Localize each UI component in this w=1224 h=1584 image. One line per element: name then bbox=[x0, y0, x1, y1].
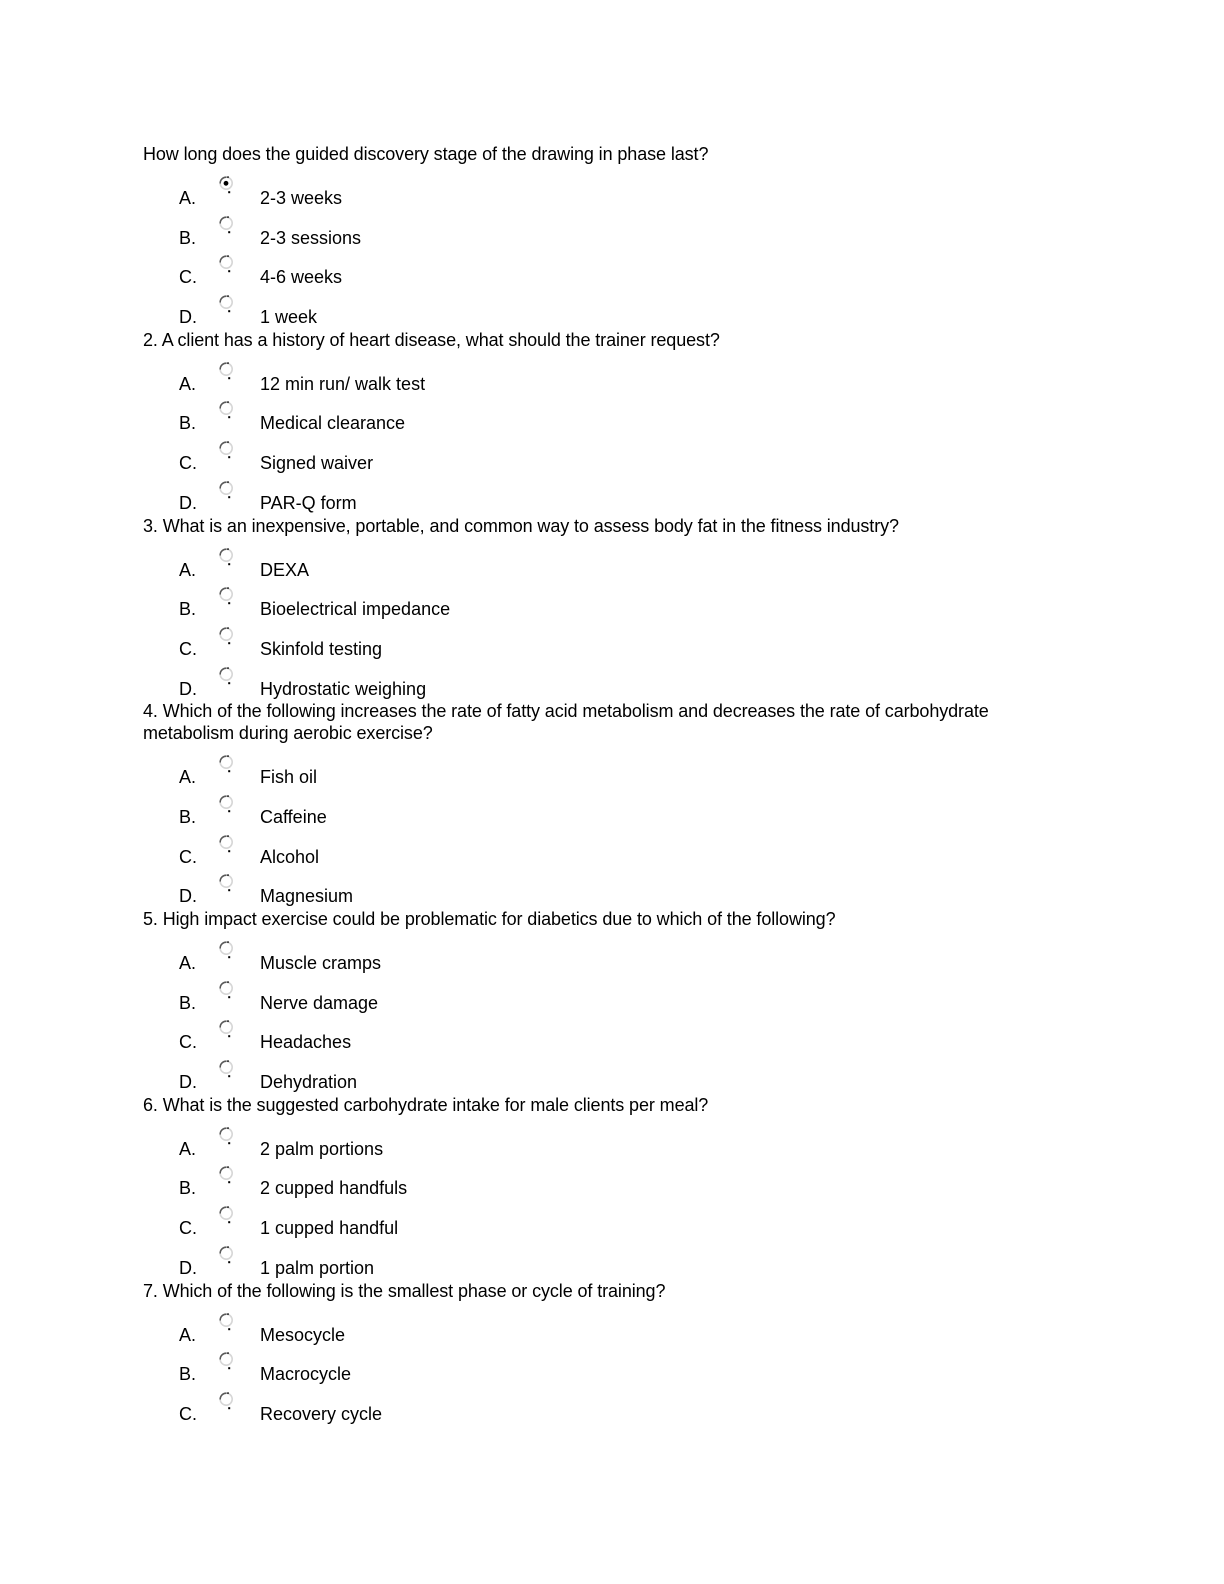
radio-unchecked-icon[interactable] bbox=[217, 1018, 235, 1040]
answer-option-1-c[interactable] bbox=[143, 249, 1063, 289]
radio-unchecked-icon[interactable] bbox=[217, 399, 235, 421]
question-text: 6. What is the suggested carbohydrate intake for male clients per meal? bbox=[143, 1094, 709, 1115]
option-letter: D. bbox=[179, 1072, 197, 1093]
option-letter: C. bbox=[179, 1403, 197, 1424]
option-text: PAR-Q form bbox=[260, 492, 357, 513]
answer-option-6-b[interactable] bbox=[143, 1160, 1063, 1200]
option-text: 2 palm portions bbox=[260, 1138, 384, 1159]
question-4 bbox=[143, 700, 1063, 908]
radio-unchecked-icon[interactable] bbox=[217, 1058, 235, 1080]
option-list bbox=[143, 1121, 1063, 1280]
answer-option-3-d[interactable] bbox=[143, 661, 1063, 701]
radio-unchecked-icon[interactable] bbox=[217, 1244, 235, 1266]
radio-unchecked-icon[interactable] bbox=[217, 253, 235, 275]
option-list bbox=[143, 1307, 1063, 1426]
option-letter: C. bbox=[179, 267, 197, 288]
radio-unchecked-icon[interactable] bbox=[217, 1350, 235, 1372]
answer-option-6-d[interactable] bbox=[143, 1240, 1063, 1280]
option-letter: C. bbox=[179, 1218, 197, 1239]
option-letter: C. bbox=[179, 1032, 197, 1053]
option-text: 1 cupped handful bbox=[260, 1218, 399, 1239]
option-letter: D. bbox=[179, 1257, 197, 1278]
radio-unchecked-icon[interactable] bbox=[217, 1125, 235, 1147]
radio-unchecked-icon[interactable] bbox=[217, 625, 235, 647]
option-letter: A. bbox=[179, 188, 197, 208]
option-letter: A. bbox=[179, 767, 197, 788]
answer-option-4-a[interactable] bbox=[143, 749, 1063, 789]
option-text: 1 week bbox=[260, 307, 318, 328]
option-text: 1 palm portion bbox=[260, 1257, 375, 1278]
answer-option-7-a[interactable] bbox=[143, 1307, 1063, 1347]
option-list bbox=[143, 170, 1063, 329]
answer-option-5-a[interactable] bbox=[143, 935, 1063, 975]
question-5 bbox=[143, 908, 1063, 1094]
option-letter: A. bbox=[179, 373, 197, 394]
question-1 bbox=[143, 143, 1063, 329]
question-text: 4. Which of the following increases the rate of fatty acid metabolism and decreases the rate of carbohydrate metabolism during aerobic exercise? bbox=[143, 701, 989, 744]
answer-option-5-c[interactable] bbox=[143, 1014, 1063, 1054]
radio-unchecked-icon[interactable] bbox=[217, 753, 235, 775]
option-letter: A. bbox=[179, 1324, 197, 1345]
option-text: Fish oil bbox=[260, 767, 318, 788]
answer-option-2-c[interactable] bbox=[143, 435, 1063, 475]
option-text: Caffeine bbox=[260, 806, 327, 827]
question-7 bbox=[143, 1280, 1063, 1426]
option-text: Alcohol bbox=[260, 846, 320, 867]
option-list bbox=[143, 542, 1063, 701]
option-text: DEXA bbox=[260, 559, 310, 580]
answer-option-3-c[interactable] bbox=[143, 621, 1063, 661]
answer-option-4-c[interactable] bbox=[143, 829, 1063, 869]
option-text: Macrocycle bbox=[260, 1364, 352, 1385]
answer-option-1-a[interactable] bbox=[143, 170, 1063, 210]
option-letter: B. bbox=[179, 992, 197, 1013]
radio-unchecked-icon[interactable] bbox=[217, 979, 235, 1001]
option-letter: D. bbox=[179, 307, 197, 328]
question-3 bbox=[143, 515, 1063, 701]
radio-unchecked-icon[interactable] bbox=[217, 1204, 235, 1226]
answer-option-1-d[interactable] bbox=[143, 289, 1063, 329]
question-text: 3. What is an inexpensive, portable, and common way to assess body fat in the fitness industry? bbox=[143, 515, 899, 536]
radio-unchecked-icon[interactable] bbox=[217, 439, 235, 461]
option-letter: D. bbox=[179, 886, 197, 907]
answer-option-6-c[interactable] bbox=[143, 1200, 1063, 1240]
radio-unchecked-icon[interactable] bbox=[217, 939, 235, 961]
option-letter: B. bbox=[179, 806, 197, 827]
option-text: Recovery cycle bbox=[260, 1403, 383, 1424]
option-letter: D. bbox=[179, 678, 197, 699]
answer-option-6-a[interactable] bbox=[143, 1121, 1063, 1161]
radio-unchecked-icon[interactable] bbox=[217, 214, 235, 236]
option-letter: C. bbox=[179, 638, 197, 659]
option-letter: B. bbox=[179, 599, 197, 620]
option-text: 4-6 weeks bbox=[260, 267, 343, 288]
radio-unchecked-icon[interactable] bbox=[217, 872, 235, 894]
option-text: 12 min run/ walk test bbox=[260, 373, 426, 394]
option-text: Skinfold testing bbox=[260, 638, 383, 659]
option-text: 2 cupped handfuls bbox=[260, 1178, 408, 1199]
radio-unchecked-icon[interactable] bbox=[217, 585, 235, 607]
option-letter: C. bbox=[179, 846, 197, 867]
option-text: Bioelectrical impedance bbox=[260, 599, 451, 620]
radio-unchecked-icon[interactable] bbox=[217, 793, 235, 815]
option-letter: B. bbox=[179, 227, 197, 248]
option-text: Headaches bbox=[260, 1032, 352, 1053]
option-list bbox=[143, 749, 1063, 908]
option-text: Nerve damage bbox=[260, 992, 379, 1013]
option-list bbox=[143, 935, 1063, 1094]
answer-option-2-a[interactable] bbox=[143, 356, 1063, 396]
answer-option-2-b[interactable] bbox=[143, 395, 1063, 435]
radio-unchecked-icon[interactable] bbox=[217, 833, 235, 855]
option-text: Hydrostatic weighing bbox=[260, 678, 427, 699]
radio-unchecked-icon[interactable] bbox=[217, 1390, 235, 1412]
quiz-document bbox=[143, 143, 1063, 1426]
radio-unchecked-icon[interactable] bbox=[217, 546, 235, 568]
radio-unchecked-icon[interactable] bbox=[217, 1311, 235, 1333]
option-letter: C. bbox=[179, 453, 197, 474]
option-text: Magnesium bbox=[260, 886, 354, 907]
question-2 bbox=[143, 329, 1063, 515]
option-letter: B. bbox=[179, 413, 197, 434]
option-text: 2-3 sessions bbox=[260, 227, 362, 248]
option-text: Muscle cramps bbox=[260, 953, 382, 973]
answer-option-5-b[interactable] bbox=[143, 975, 1063, 1015]
option-text: Mesocycle bbox=[260, 1324, 346, 1345]
answer-option-1-b[interactable] bbox=[143, 210, 1063, 250]
answer-option-7-b[interactable] bbox=[143, 1346, 1063, 1386]
option-letter: A. bbox=[179, 953, 197, 973]
option-text: Medical clearance bbox=[260, 413, 406, 434]
answer-option-3-b[interactable] bbox=[143, 581, 1063, 621]
radio-unchecked-icon[interactable] bbox=[217, 293, 235, 315]
answer-option-5-d[interactable] bbox=[143, 1054, 1063, 1094]
radio-unchecked-icon[interactable] bbox=[217, 1164, 235, 1186]
option-letter: A. bbox=[179, 559, 197, 580]
question-6 bbox=[143, 1094, 1063, 1280]
option-letter: A. bbox=[179, 1138, 197, 1159]
answer-option-4-b[interactable] bbox=[143, 789, 1063, 829]
option-letter: B. bbox=[179, 1364, 197, 1385]
question-text: 2. A client has a history of heart disease, what should the trainer request? bbox=[143, 329, 720, 350]
answer-option-7-c[interactable] bbox=[143, 1386, 1063, 1426]
option-text: Signed waiver bbox=[260, 453, 374, 474]
answer-option-3-a[interactable] bbox=[143, 542, 1063, 582]
answer-option-4-d[interactable] bbox=[143, 868, 1063, 908]
option-text: Dehydration bbox=[260, 1072, 358, 1093]
question-text: 5. High impact exercise could be problematic for diabetics due to which of the following? bbox=[143, 909, 836, 929]
option-letter: D. bbox=[179, 492, 197, 513]
option-letter: B. bbox=[179, 1178, 197, 1199]
answer-option-2-d[interactable] bbox=[143, 475, 1063, 515]
radio-unchecked-icon[interactable] bbox=[217, 479, 235, 501]
radio-unchecked-icon[interactable] bbox=[217, 360, 235, 382]
option-list bbox=[143, 356, 1063, 515]
question-text: How long does the guided discovery stage of the drawing in phase last? bbox=[143, 144, 709, 164]
question-text: 7. Which of the following is the smallest phase or cycle of training? bbox=[143, 1280, 666, 1301]
option-text: 2-3 weeks bbox=[260, 188, 343, 208]
radio-unchecked-icon[interactable] bbox=[217, 665, 235, 687]
radio-checked-icon[interactable] bbox=[217, 174, 235, 196]
